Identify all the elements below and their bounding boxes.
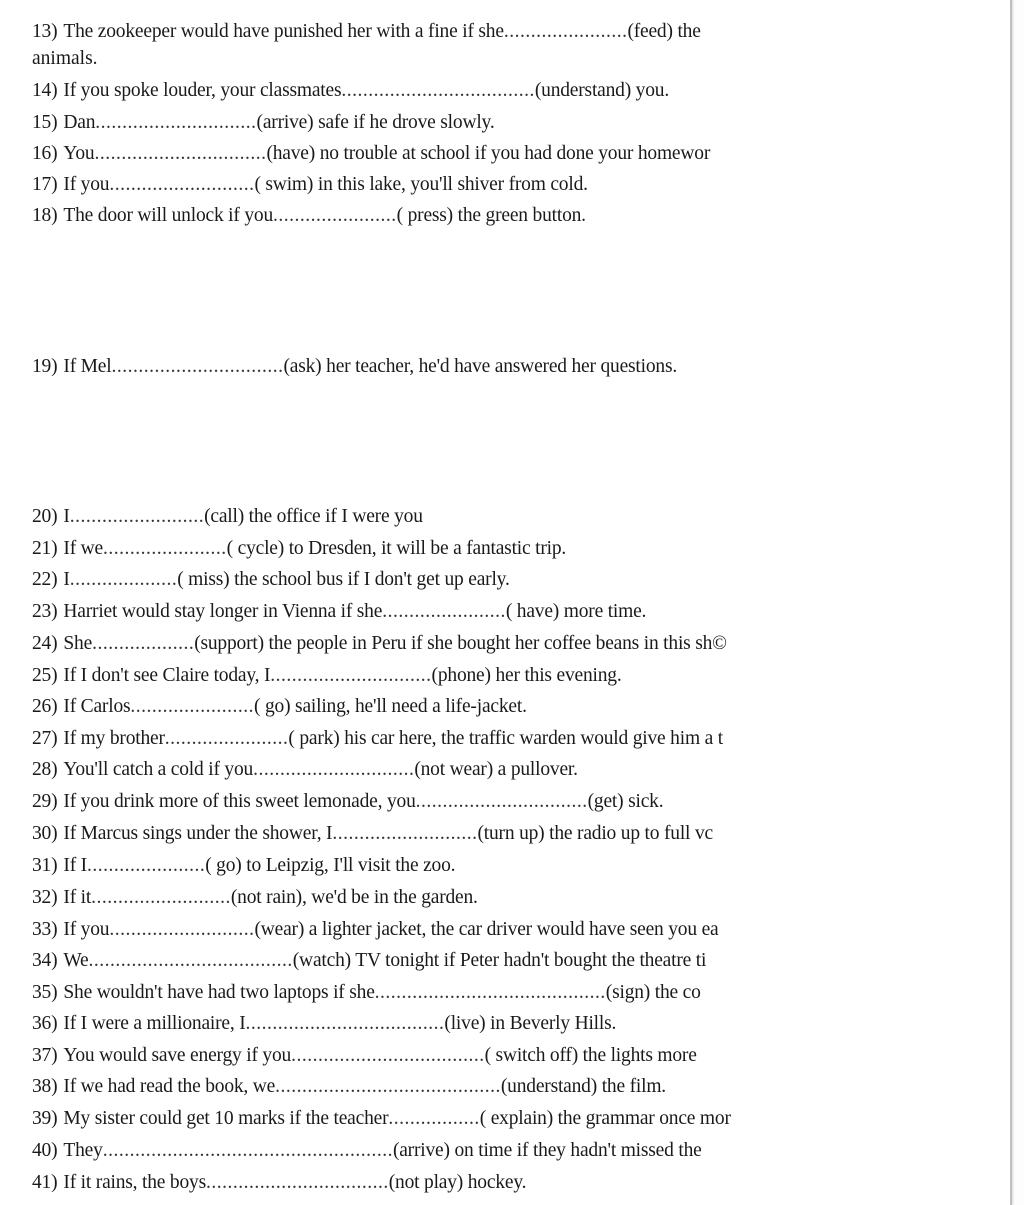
exercise-37 <box>32 1044 697 1068</box>
blank[interactable]: ....................... <box>164 728 289 749</box>
item-number: 13) <box>32 21 58 42</box>
sentence-end: ( press) the green button. <box>396 205 586 226</box>
sentence-start: If you drink more of this sweet lemonade, you <box>63 791 416 812</box>
exercise-41 <box>32 1171 526 1195</box>
sentence-start: Dan <box>63 112 96 133</box>
sentence-start: The door will unlock if you <box>63 205 274 226</box>
item-number: 25) <box>32 665 58 686</box>
blank[interactable]: ...................... <box>86 855 206 876</box>
exercise-30 <box>32 822 713 846</box>
exercise-29 <box>32 790 663 814</box>
item-number: 28) <box>32 759 58 780</box>
blank[interactable]: ................... <box>92 633 195 654</box>
sentence-end: ( switch off) the lights more <box>484 1045 697 1066</box>
exercise-22 <box>32 568 510 592</box>
exercise-15 <box>32 111 495 135</box>
blank[interactable]: ................................ <box>94 143 267 164</box>
sentence-end: (not play) hockey. <box>388 1172 527 1193</box>
sentence-start: If Mel <box>63 356 112 377</box>
sentence-start: We <box>63 950 89 971</box>
blank[interactable]: .................................. <box>205 1172 389 1193</box>
sentence-start: I <box>63 506 70 527</box>
blank[interactable]: .................... <box>69 569 178 590</box>
sentence-end: (arrive) on time if they hadn't missed the <box>392 1140 702 1161</box>
item-number: 31) <box>32 855 58 876</box>
blank[interactable]: ...................................... <box>88 950 293 971</box>
exercise-19 <box>32 355 677 379</box>
sentence-end: (sign) the co <box>605 982 701 1003</box>
sentence-end: (turn up) the radio up to full vc <box>477 823 713 844</box>
sentence-start: They <box>63 1140 103 1161</box>
blank[interactable]: ....................... <box>503 21 628 42</box>
exercise-14 <box>32 79 669 103</box>
sentence-start: If I don't see Claire today, I <box>63 665 271 686</box>
blank[interactable]: ......................... <box>69 506 205 527</box>
sentence-start: You <box>63 143 95 164</box>
exercise-25 <box>32 664 622 688</box>
sentence-end: ( have) more time. <box>505 601 647 622</box>
sentence-start: I <box>63 569 70 590</box>
item-number: 26) <box>32 696 58 717</box>
exercise-33 <box>32 918 719 942</box>
sentence-end: ( go) to Leipzig, I'll visit the zoo. <box>205 855 456 876</box>
blank[interactable]: ........................... <box>109 174 255 195</box>
sentence-end: (wear) a lighter jacket, the car driver would have seen you ea <box>254 919 719 940</box>
item-number: 15) <box>32 112 58 133</box>
sentence-start: If Marcus sings under the shower, I <box>63 823 333 844</box>
blank[interactable]: ........................... <box>109 919 255 940</box>
item-number: 27) <box>32 728 58 749</box>
item-number: 24) <box>32 633 58 654</box>
sentence-start: If I <box>63 855 87 876</box>
item-number: 14) <box>32 80 58 101</box>
exercise-21 <box>32 537 566 561</box>
blank[interactable]: .......................... <box>91 887 231 908</box>
blank[interactable]: ....................... <box>382 601 506 622</box>
sentence-start: My sister could get 10 marks if the teacher <box>63 1108 389 1129</box>
sentence-end: (understand) the film. <box>500 1076 666 1097</box>
sentence-start: If Carlos <box>63 696 131 717</box>
exercise-26 <box>32 695 527 719</box>
exercise-23 <box>32 600 646 624</box>
sentence-start: The zookeeper would have punished her with a fine if she <box>63 21 504 42</box>
item-number: 21) <box>32 538 58 559</box>
blank[interactable]: .......................................... <box>275 1076 501 1097</box>
sentence-end: (watch) TV tonight if Peter hadn't bought the theatre ti <box>292 950 707 971</box>
blank[interactable]: ................................ <box>111 356 284 377</box>
item-number: 16) <box>32 143 58 164</box>
sentence-start: You'll catch a cold if you <box>63 759 254 780</box>
sentence-start: She <box>63 633 93 654</box>
exercise-13-continued: animals. <box>32 48 98 69</box>
item-number: 38) <box>32 1076 58 1097</box>
item-number: 36) <box>32 1013 58 1034</box>
blank[interactable]: ........................................... <box>374 982 606 1003</box>
blank[interactable]: ................. <box>388 1108 480 1129</box>
blank[interactable]: .................................... <box>341 80 535 101</box>
blank[interactable]: ....................... <box>273 205 397 226</box>
sentence-end: (phone) her this evening. <box>431 665 622 686</box>
sentence-end: ( swim) in this lake, you'll shiver from cold. <box>254 174 588 195</box>
item-number: 18) <box>32 205 58 226</box>
blank[interactable]: ................................ <box>415 791 588 812</box>
sentence-end: (not rain), we'd be in the garden. <box>230 887 478 908</box>
sentence-end: (have) no trouble at school if you had done your homewor <box>266 143 711 164</box>
sentence-end: (not wear) a pullover. <box>414 759 578 780</box>
item-number: 41) <box>32 1172 58 1193</box>
sentence-end: ( park) his car here, the traffic warden would give him a t <box>288 728 723 749</box>
item-number: 35) <box>32 982 58 1003</box>
sentence-start: You would save energy if you <box>63 1045 292 1066</box>
item-number: 29) <box>32 791 58 812</box>
blank[interactable]: .................................... <box>291 1045 485 1066</box>
blank[interactable]: .............................. <box>95 112 257 133</box>
blank[interactable]: .............................. <box>253 759 415 780</box>
exercise-39 <box>32 1107 731 1131</box>
exercise-28 <box>32 758 578 782</box>
sentence-start: Harriet would stay longer in Vienna if she <box>63 601 383 622</box>
item-number: 30) <box>32 823 58 844</box>
exercise-34 <box>32 949 706 973</box>
sentence-start: If I were a millionaire, I <box>63 1013 246 1034</box>
blank[interactable]: ..................................... <box>245 1013 445 1034</box>
sentence-start: If you <box>63 174 110 195</box>
sentence-start: If it rains, the boys <box>63 1172 206 1193</box>
sentence-end: ( go) sailing, he'll need a life-jacket. <box>254 696 527 717</box>
sentence-end: (call) the office if I were you <box>204 506 423 527</box>
sentence-start: If we had read the book, we <box>63 1076 276 1097</box>
exercise-24 <box>32 632 727 656</box>
blank[interactable]: ...................................................... <box>102 1140 393 1161</box>
item-number: 40) <box>32 1140 58 1161</box>
item-number: 17) <box>32 174 58 195</box>
exercise-27 <box>32 727 723 751</box>
item-number: 32) <box>32 887 58 908</box>
exercise-20 <box>32 505 423 529</box>
sentence-start: If it <box>63 887 92 908</box>
exercise-17 <box>32 173 588 197</box>
exercise-16 <box>32 142 710 166</box>
sentence-end: (live) in Beverly Hills. <box>444 1013 617 1034</box>
item-number: 22) <box>32 569 58 590</box>
exercise-32 <box>32 886 478 910</box>
exercise-18 <box>32 204 586 228</box>
item-number: 37) <box>32 1045 58 1066</box>
sentence-end: (get) sick. <box>587 791 664 812</box>
sentence-end: ( cycle) to Dresden, it will be a fantastic trip. <box>226 538 567 559</box>
sentence-end: (understand) you. <box>534 80 670 101</box>
sentence-start: If my brother <box>63 728 165 749</box>
item-number: 20) <box>32 506 58 527</box>
exercise-40 <box>32 1139 702 1163</box>
item-number: 33) <box>32 919 58 940</box>
sentence-end: ( explain) the grammar once mor <box>479 1108 731 1129</box>
sentence-start: She wouldn't have had two laptops if she <box>63 982 375 1003</box>
sentence-end: (support) the people in Peru if she bought her coffee beans in this sh© <box>194 633 727 654</box>
item-number: 23) <box>32 601 58 622</box>
blank[interactable]: ....................... <box>130 696 255 717</box>
exercise-35 <box>32 981 701 1005</box>
exercise-38 <box>32 1075 666 1099</box>
sentence-end: (ask) her teacher, he'd have answered her questions. <box>283 356 678 377</box>
blank[interactable]: ....................... <box>103 538 227 559</box>
sentence-end: ( miss) the school bus if I don't get up early. <box>177 569 510 590</box>
item-number: 39) <box>32 1108 58 1129</box>
sentence-start: If you <box>63 919 110 940</box>
sentence-end: (arrive) safe if he drove slowly. <box>256 112 495 133</box>
blank[interactable]: .............................. <box>270 665 432 686</box>
exercise-13 <box>32 20 701 44</box>
blank[interactable]: ........................... <box>332 823 478 844</box>
sentence-start: If we <box>63 538 104 559</box>
sentence-end: (feed) the <box>627 21 701 42</box>
exercise-36 <box>32 1012 616 1036</box>
sentence-start: If you spoke louder, your classmates <box>63 80 342 101</box>
item-number: 34) <box>32 950 58 971</box>
exercise-31 <box>32 854 455 878</box>
item-number: 19) <box>32 356 58 377</box>
